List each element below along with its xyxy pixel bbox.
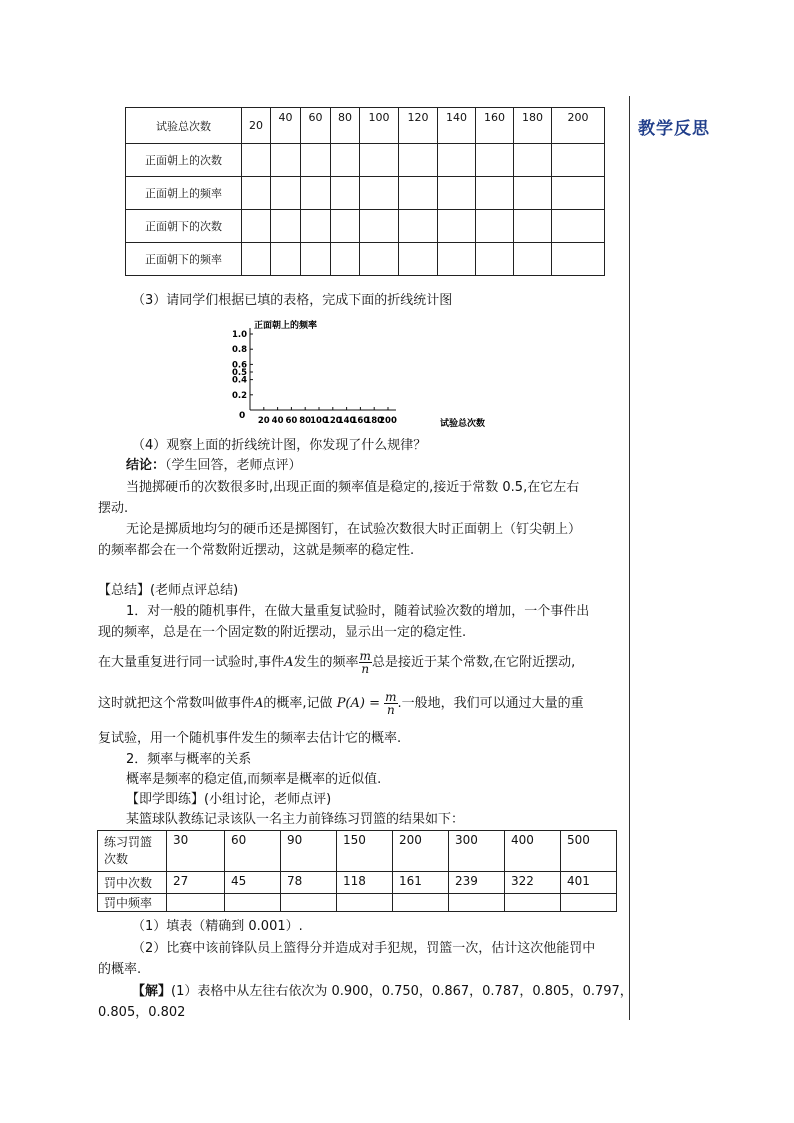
made-cell: 239	[449, 872, 505, 894]
summary-title: 【总结】(老师点评总结)	[98, 583, 239, 598]
chart-y-tick-label: 0.5	[231, 368, 247, 378]
chart-x-tick-label: 100	[310, 416, 328, 426]
question-2-end: 的概率.	[98, 962, 142, 977]
experiment-table	[125, 107, 605, 276]
solution-end: 0.805，0.802	[98, 1005, 186, 1020]
summary-point2-text: 概率是频率的稳定值,而频率是概率的近似值.	[126, 772, 382, 787]
definition-line-3: 复试验，用一个随机事件发生的频率去估计它的概率.	[98, 731, 402, 746]
table-row	[126, 177, 605, 210]
count-cell: 100	[360, 108, 399, 144]
attempts-cell: 150	[337, 831, 393, 872]
conclusion-label: 结论：	[126, 458, 166, 473]
made-cell: 27	[167, 872, 225, 894]
margin-divider	[629, 96, 630, 1020]
frequency-fraction	[359, 650, 372, 675]
chart-x-tick-label: 140	[337, 416, 356, 426]
definition-line	[98, 648, 575, 678]
made-cell: 322	[505, 872, 561, 894]
label-part: 练习罚篮	[104, 835, 153, 849]
table-row	[98, 831, 617, 872]
def-text: 发生的频率	[293, 655, 359, 670]
chart-y-tick-label: 0.4	[231, 375, 247, 386]
question-1: （1）填表（精确到 0.001）.	[132, 919, 303, 934]
attempts-cell: 300	[449, 831, 505, 872]
attempts-cell: 90	[281, 831, 337, 872]
solution-line	[132, 983, 633, 1001]
table-row	[98, 894, 617, 912]
chart-x-tick-label: 20	[257, 416, 270, 426]
definition-line-2	[98, 689, 584, 719]
chart-x-tick-label: 200	[379, 416, 397, 426]
table-row	[126, 144, 605, 177]
made-cell: 161	[393, 872, 449, 894]
table-row	[126, 210, 605, 243]
count-cell: 80	[331, 108, 360, 144]
def-text: .一般地，我们可以通过大量的重	[397, 696, 584, 711]
solution-label: 【解】	[132, 984, 172, 999]
chart-y-tick-label: 0.6	[231, 360, 247, 371]
row-label: 正面朝下的次数	[126, 210, 242, 243]
header-label: 试验总次数	[126, 108, 242, 144]
fraction-denominator: n	[361, 662, 370, 676]
summary-point1-end: 现的频率，总是在一个固定数的附近摆动，显示出一定的稳定性.	[98, 625, 467, 640]
chart-x-tick-label: 120	[323, 416, 342, 426]
summary-point2: 2．频率与概率的关系	[126, 752, 252, 767]
frequency-line-chart	[220, 314, 510, 434]
attempts-cell: 400	[505, 831, 561, 872]
conclusion-p2-end: 的频率都会在一个常数附近摆动，这就是频率的稳定性.	[98, 543, 415, 558]
question-2: （2）比赛中该前锋队员上篮得分并造成对手犯规，罚篮一次，估计这次他能罚中	[132, 941, 596, 956]
fraction-numerator: m	[385, 690, 397, 704]
row-label: 罚中次数	[98, 872, 167, 894]
count-cell: 180	[514, 108, 552, 144]
made-cell: 401	[561, 872, 617, 894]
teaching-reflection-title: 教学反思	[638, 119, 710, 139]
event-a: A	[254, 696, 264, 711]
count-cell: 40	[271, 108, 301, 144]
chart-x-tick-label: 80	[299, 416, 312, 426]
chart-x-tick-label: 60	[285, 416, 298, 426]
chart-origin-label: 0	[239, 411, 246, 421]
solution-text: (1）表格中从左往右依次为 0.900，0.750，0.867，0.787，0.805，0.797，	[171, 984, 633, 999]
attempts-cell: 200	[393, 831, 449, 872]
row-label: 正面朝上的次数	[126, 144, 242, 177]
label-part: 次数	[104, 852, 129, 866]
row-label: 正面朝上的频率	[126, 177, 242, 210]
row-label	[98, 831, 167, 872]
summary-point1: 1．对一般的随机事件，在做大量重复试验时，随着试验次数的增加，一个事件出	[126, 604, 590, 619]
step4-text: （4）观察上面的折线统计图，你发现了什么规律？	[132, 438, 427, 453]
count-cell: 20	[242, 108, 271, 144]
free-throw-table	[97, 830, 617, 912]
count-cell: 200	[552, 108, 605, 144]
attempts-cell: 30	[167, 831, 225, 872]
def-text: 这时就把这个常数叫做事件	[98, 696, 255, 711]
chart-y-tick-label: 0.8	[231, 345, 247, 356]
practice-intro: 某篮球队教练记录该队一名主力前锋练习罚篮的结果如下：	[126, 812, 465, 827]
row-label: 正面朝下的频率	[126, 243, 242, 276]
chart-x-label: 试验总次数	[440, 419, 486, 429]
chart-y-tick-label: 1.0	[231, 330, 247, 340]
conclusion-p1: 当抛掷硬币的次数很多时,出现正面的频率值是稳定的,接近于常数 0.5,在它左右	[126, 480, 580, 495]
conclusion-p2: 无论是掷质地均匀的硬币还是掷图钉，在试验次数很大时正面朝上（钉尖朝上）	[126, 522, 582, 537]
probability-fraction	[384, 691, 397, 716]
table-row	[98, 872, 617, 894]
probability-notation: P(A) =	[336, 696, 380, 711]
conclusion-note: （学生回答，老师点评）	[165, 458, 302, 473]
made-cell: 78	[281, 872, 337, 894]
count-cell: 60	[301, 108, 331, 144]
fraction-denominator: n	[386, 703, 395, 717]
count-cell: 160	[476, 108, 514, 144]
row-label: 罚中频率	[98, 894, 167, 912]
def-text: 总是接近于某个常数,在它附近摆动,	[371, 655, 576, 670]
table-row	[126, 108, 605, 144]
chart-y-label: 正面朝上的频率	[254, 321, 318, 331]
def-text: 的概率,记做	[263, 696, 333, 711]
chart-x-tick-label: 160	[351, 416, 370, 426]
table-row	[126, 243, 605, 276]
chart-x-tick-label: 180	[365, 416, 384, 426]
made-cell: 118	[337, 872, 393, 894]
conclusion-p1-end: 摆动.	[98, 501, 129, 516]
fraction-numerator: m	[359, 649, 371, 663]
made-cell: 45	[225, 872, 281, 894]
step3-text: （3）请同学们根据已填的表格，完成下面的折线统计图	[132, 293, 453, 308]
conclusion-line	[126, 457, 302, 475]
attempts-cell: 500	[561, 831, 617, 872]
attempts-cell: 60	[225, 831, 281, 872]
event-a: A	[284, 655, 294, 670]
chart-x-tick-label: 40	[271, 416, 284, 426]
count-cell: 120	[399, 108, 438, 144]
def-text: 在大量重复进行同一试验时,事件	[98, 655, 285, 670]
practice-title: 【即学即练】(小组讨论，老师点评)	[126, 792, 332, 807]
count-cell: 140	[438, 108, 476, 144]
chart-y-tick-label: 0.2	[231, 390, 247, 401]
